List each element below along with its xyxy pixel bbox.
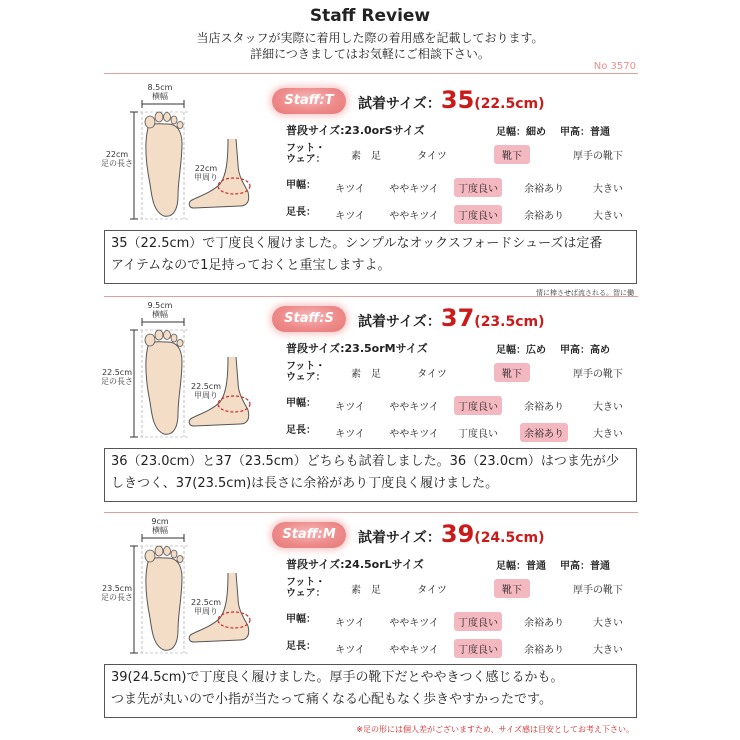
footwear-option: 厚手の靴下 bbox=[573, 151, 623, 162]
staff-section-1 bbox=[0, 83, 740, 297]
measure-instep: 22.5cm bbox=[190, 598, 221, 607]
length-fit-option: 大きい bbox=[593, 645, 623, 656]
length-fit-option: 余裕あり bbox=[524, 211, 564, 222]
instep-fit-option: ややキツイ bbox=[389, 184, 439, 195]
normal-size: 普段サイズ:23.5orMサイズ bbox=[286, 342, 428, 355]
trial-size-cm: (24.5cm) bbox=[474, 530, 545, 546]
trial-size-number: 35 bbox=[440, 86, 475, 114]
instep-circ-label: 甲周り bbox=[194, 173, 218, 182]
trial-size-label: 試着サイズ： bbox=[358, 314, 441, 330]
foot-width-label: 足幅： bbox=[496, 561, 526, 572]
instep-label: 甲幅： bbox=[286, 614, 316, 625]
footwear-label bbox=[286, 577, 326, 599]
section-divider bbox=[104, 296, 638, 297]
foot-shape-info bbox=[496, 123, 610, 138]
length-label: 足長： bbox=[286, 641, 316, 652]
foot-length-label: 足の長さ bbox=[101, 593, 133, 602]
trial-size-cm: (23.5cm) bbox=[474, 314, 545, 330]
header-divider bbox=[104, 73, 638, 74]
instep-fit-option: 丁度良い bbox=[454, 396, 502, 415]
trial-size-label: 試着サイズ： bbox=[358, 530, 441, 546]
measure-length: 22.5cm bbox=[101, 368, 132, 377]
instep-height-value: 高め bbox=[590, 345, 610, 356]
instep-fit-option: ややキツイ bbox=[389, 402, 439, 413]
length-fit-option: 余裕あり bbox=[520, 423, 568, 442]
footwear-option: 素 足 bbox=[351, 151, 381, 162]
instep-label: 甲幅： bbox=[286, 180, 316, 191]
instep-circ-label: 甲周り bbox=[194, 391, 218, 400]
length-fit-option: ややキツイ bbox=[389, 645, 439, 656]
trial-size-heading bbox=[358, 520, 545, 548]
foot-length-label: 足の長さ bbox=[101, 159, 133, 168]
instep-height-label: 甲高： bbox=[560, 345, 590, 356]
comment-line-2: アイテムなので1足持っておくと重宝しますよ。 bbox=[111, 258, 391, 273]
intro-line-2: 詳細につきましてはお気軽にご相談下さい。 bbox=[250, 47, 490, 61]
comment-line-1: 35（22.5cm）で丁度良く履けました。シンプルなオックスフォードシューズは定番 bbox=[111, 236, 603, 251]
staff-badge: Staff:T bbox=[272, 88, 346, 114]
footwear-option: タイツ bbox=[417, 369, 447, 380]
foot-length-label: 足の長さ bbox=[101, 377, 133, 386]
staff-section-3 bbox=[0, 518, 740, 728]
length-fit-option: キツイ bbox=[335, 211, 365, 222]
comment-line-1: 39(24.5cm)で丁度良く履けました。厚手の靴下だとややきつく感じるかも。 bbox=[111, 670, 564, 685]
footwear-label-line1: フット・ bbox=[286, 361, 326, 372]
instep-fit-option: キツイ bbox=[335, 618, 365, 629]
footer-disclaimer: ※足の形には個人差がございますため、サイズ感は目安としてお考え下さい。 bbox=[356, 725, 634, 734]
width-label: 横幅 bbox=[152, 526, 168, 535]
section-divider bbox=[104, 512, 638, 513]
staff-comment bbox=[104, 448, 637, 502]
comment-line-2: しきつく、37(23.5cm)は長さに余裕があり丁度良く履けました。 bbox=[111, 476, 499, 491]
instep-label: 甲幅： bbox=[286, 398, 316, 409]
instep-height-value: 普通 bbox=[590, 561, 610, 572]
instep-fit-option: 余裕あり bbox=[524, 618, 564, 629]
instep-fit-option: 丁度良い bbox=[454, 612, 502, 631]
measure-length: 22cm bbox=[105, 150, 129, 159]
measure-width: 9.5cm bbox=[147, 301, 173, 310]
footwear-option: 厚手の靴下 bbox=[573, 585, 623, 596]
staff-badge: Staff:S bbox=[272, 306, 346, 332]
footwear-label bbox=[286, 143, 326, 165]
footwear-option: タイツ bbox=[417, 151, 447, 162]
length-fit-option: ややキツイ bbox=[389, 429, 439, 440]
trial-size-number: 37 bbox=[440, 304, 475, 332]
measure-width: 9cm bbox=[151, 517, 169, 526]
small-note: 情に棒させば流される。智に働 bbox=[536, 289, 634, 297]
page-title: Staff Review bbox=[309, 6, 431, 26]
comment-line-2: つま先が丸いので小指が当たって痛くなる心配もなく歩きやすかったです。 bbox=[111, 692, 552, 707]
footwear-label-line2: ウェア： bbox=[286, 588, 326, 599]
instep-height-label: 甲高： bbox=[560, 127, 590, 138]
footwear-option: 靴下 bbox=[494, 363, 530, 382]
foot-shape-info bbox=[496, 341, 610, 356]
instep-fit-option: 丁度良い bbox=[454, 178, 502, 197]
length-fit-option: 丁度良い bbox=[454, 639, 502, 658]
instep-fit-option: 大きい bbox=[593, 184, 623, 195]
instep-fit-option: 大きい bbox=[593, 402, 623, 413]
trial-size-number: 39 bbox=[440, 520, 475, 548]
footwear-option: 靴下 bbox=[494, 579, 530, 598]
length-fit-option: ややキツイ bbox=[389, 211, 439, 222]
staff-comment bbox=[104, 230, 637, 284]
comment-line-1: 36（23.0cm）と37（23.5cm）どちらも試着しました。36（23.0cm）はつま先が少 bbox=[111, 454, 619, 469]
instep-fit-option: キツイ bbox=[335, 402, 365, 413]
instep-height-value: 普通 bbox=[590, 127, 610, 138]
footwear-option: タイツ bbox=[417, 585, 447, 596]
document-number: No 3570 bbox=[593, 61, 636, 72]
staff-badge: Staff:M bbox=[272, 522, 346, 548]
foot-width-label: 足幅： bbox=[496, 127, 526, 138]
footwear-option: 素 足 bbox=[351, 585, 381, 596]
footwear-option: 厚手の靴下 bbox=[573, 369, 623, 380]
length-fit-option: 大きい bbox=[593, 429, 623, 440]
foot-width-label: 足幅： bbox=[496, 345, 526, 356]
trial-size-label: 試着サイズ： bbox=[358, 96, 441, 112]
footwear-label-line2: ウェア： bbox=[286, 154, 326, 165]
length-label: 足長： bbox=[286, 207, 316, 218]
measure-length: 23.5cm bbox=[101, 584, 132, 593]
staff-section-2 bbox=[0, 302, 740, 512]
intro-line-1: 当店スタッフが実際に着用した際の着用感を記載しております。 bbox=[196, 31, 544, 45]
instep-fit-option: 余裕あり bbox=[524, 184, 564, 195]
instep-fit-option: 余裕あり bbox=[524, 402, 564, 413]
foot-width-value: 細め bbox=[526, 127, 546, 138]
trial-size-heading bbox=[358, 86, 545, 114]
instep-fit-option: 大きい bbox=[593, 618, 623, 629]
footwear-label-line1: フット・ bbox=[286, 143, 326, 154]
length-label: 足長： bbox=[286, 425, 316, 436]
footwear-option: 素 足 bbox=[351, 369, 381, 380]
normal-size: 普段サイズ:24.5orLサイズ bbox=[286, 558, 424, 571]
foot-width-value: 広め bbox=[526, 345, 546, 356]
instep-height-label: 甲高： bbox=[560, 561, 590, 572]
length-fit-option: キツイ bbox=[335, 429, 365, 440]
foot-shape-info bbox=[496, 557, 610, 572]
footwear-option: 靴下 bbox=[494, 145, 530, 164]
trial-size-cm: (22.5cm) bbox=[474, 96, 545, 112]
footwear-label bbox=[286, 361, 326, 383]
length-fit-option: 余裕あり bbox=[524, 645, 564, 656]
staff-comment bbox=[104, 664, 637, 718]
length-fit-option: キツイ bbox=[335, 645, 365, 656]
measure-width: 8.5cm bbox=[147, 83, 173, 92]
length-fit-option: 丁度良い bbox=[454, 205, 502, 224]
trial-size-heading bbox=[358, 304, 545, 332]
footwear-label-line1: フット・ bbox=[286, 577, 326, 588]
measure-instep: 22.5cm bbox=[190, 382, 221, 391]
foot-width-value: 普通 bbox=[526, 561, 546, 572]
instep-fit-option: ややキツイ bbox=[389, 618, 439, 629]
instep-fit-option: キツイ bbox=[335, 184, 365, 195]
width-label: 横幅 bbox=[152, 310, 168, 319]
length-fit-option: 大きい bbox=[593, 211, 623, 222]
footwear-label-line2: ウェア： bbox=[286, 372, 326, 383]
instep-circ-label: 甲周り bbox=[194, 607, 218, 616]
length-fit-option: 丁度良い bbox=[458, 429, 498, 440]
normal-size: 普段サイズ:23.0orSサイズ bbox=[286, 124, 425, 137]
measure-instep: 22cm bbox=[194, 164, 218, 173]
width-label: 横幅 bbox=[152, 92, 168, 101]
